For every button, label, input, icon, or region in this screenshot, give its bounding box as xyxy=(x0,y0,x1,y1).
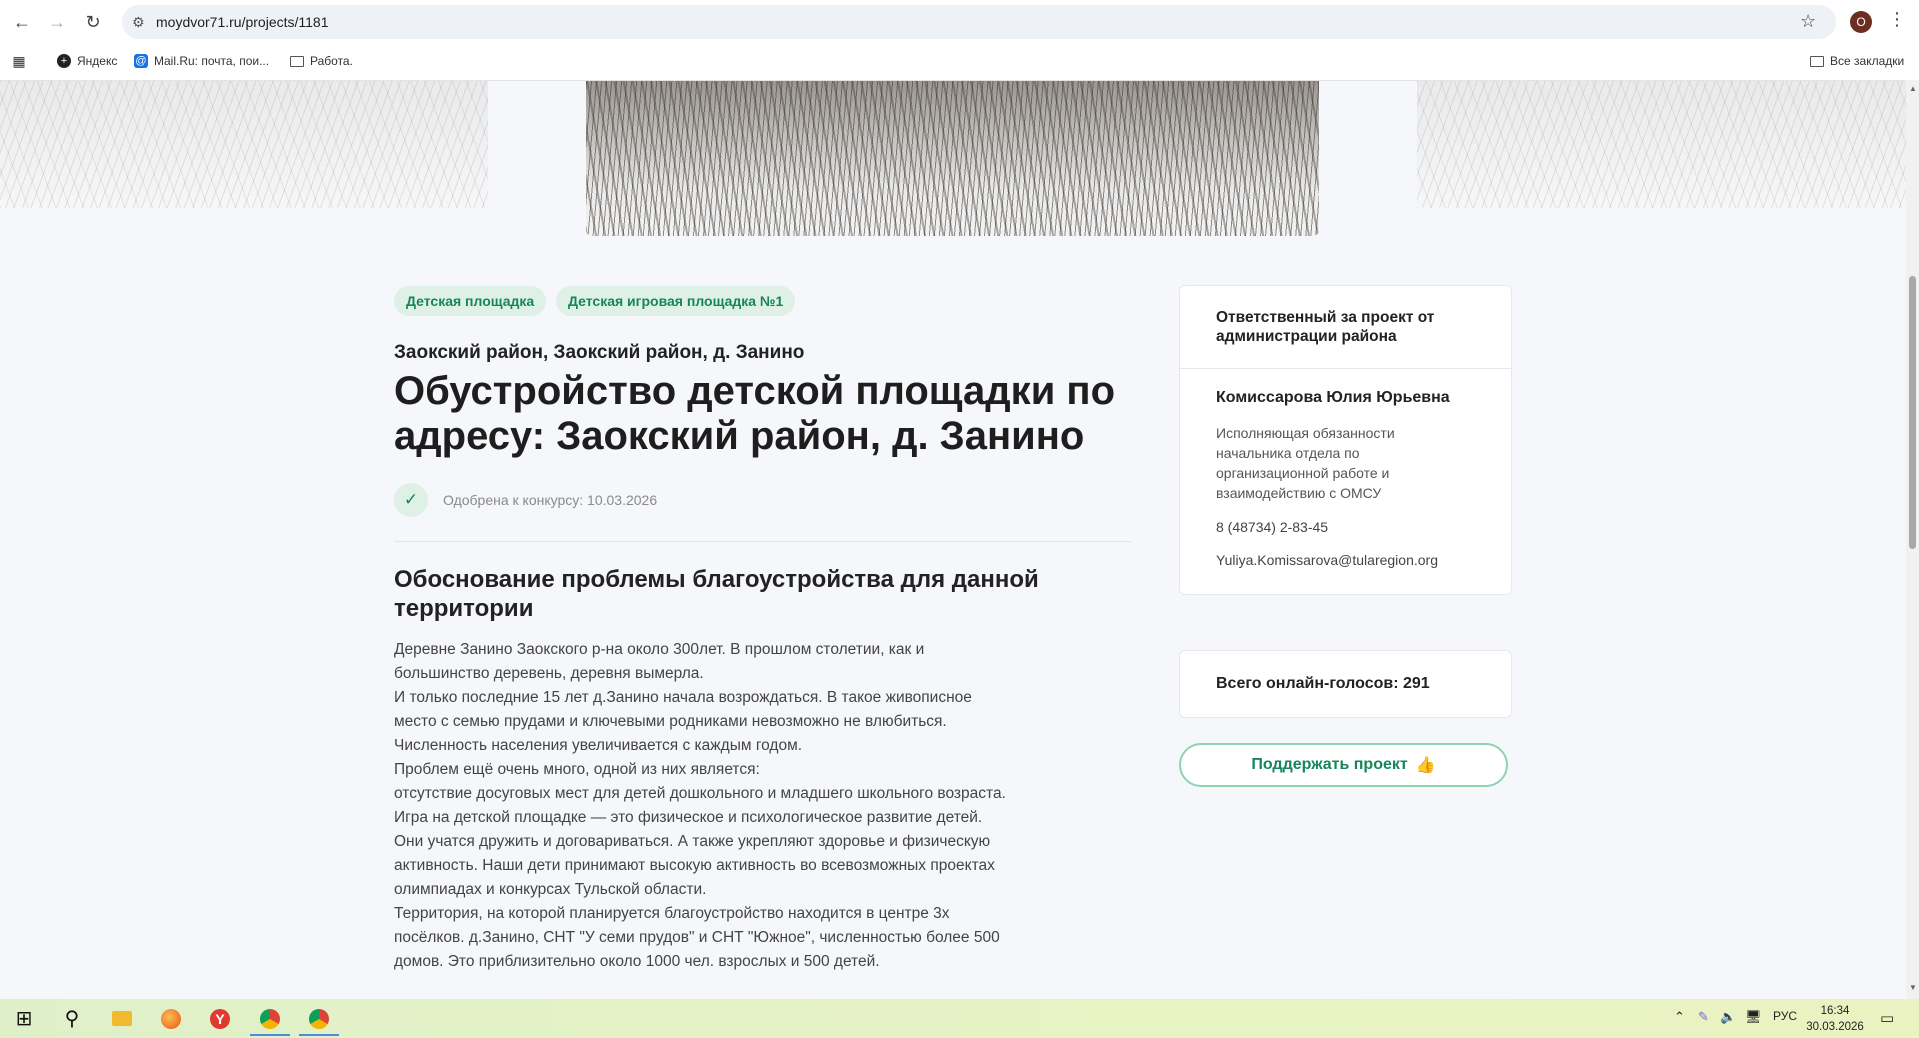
all-bookmarks-folder[interactable] xyxy=(1810,54,1904,68)
scrollbar-thumb[interactable] xyxy=(1909,276,1916,549)
apps-grid-button[interactable] xyxy=(12,54,26,68)
checkmark-icon: ✓ xyxy=(394,483,428,517)
browser-chrome xyxy=(0,0,1919,81)
windows-logo-icon: ⊞ xyxy=(15,1008,33,1030)
responsible-heading: Ответственный за проект от администрации района xyxy=(1180,286,1511,369)
notifications-icon[interactable]: ▭ xyxy=(1880,1010,1895,1027)
scroll-up-icon[interactable]: ▲ xyxy=(1909,84,1917,93)
paragraph: Деревне Занино Заокского р-на около 300лет. В прошлом столетии, как и большинство деревень, деревня вымерла. xyxy=(394,641,925,682)
bookmark-mailru[interactable] xyxy=(134,54,269,68)
support-label: Поддержать проект xyxy=(1251,756,1408,773)
taskbar-firefox[interactable] xyxy=(151,1003,191,1034)
bookmark-folder-work[interactable] xyxy=(290,54,353,68)
project-location: Заокский район, Заокский район, д. Занино xyxy=(394,342,805,363)
firefox-icon xyxy=(161,1009,181,1029)
bookmarks-bar xyxy=(0,46,1919,78)
taskbar-explorer[interactable] xyxy=(102,1003,142,1034)
page-content xyxy=(0,81,1906,999)
browser-menu-icon[interactable]: ⋮ xyxy=(1888,9,1906,29)
all-bookmarks-label: Все закладки xyxy=(1830,54,1905,68)
folder-icon xyxy=(112,1011,132,1026)
mailru-at-icon: @ xyxy=(135,55,147,67)
paragraph: Проблем ещё очень много, одной из них является: xyxy=(394,761,760,778)
clock-time: 16:34 xyxy=(1820,1005,1850,1017)
votes-card xyxy=(1179,650,1512,718)
system-clock[interactable] xyxy=(1790,1003,1880,1035)
windows-taskbar xyxy=(0,999,1919,1038)
search-button[interactable] xyxy=(52,1003,92,1034)
folder-icon xyxy=(1810,56,1824,67)
chrome-icon xyxy=(260,1009,280,1029)
paragraph: Игра на детской площадке — это физическое и психологическое развитие детей. Они учатся дружить и договариваться. А также укрепляют здоровье и физическую активность. Наши дети принимают высокую активность во всевозможных проектах олимпиадах и конкурсах Тульской области. xyxy=(394,809,995,898)
volume-icon[interactable]: 🔈 xyxy=(1720,1009,1737,1024)
responsible-email[interactable]: Yuliya.Komissarova@tularegion.org xyxy=(1216,552,1438,568)
votes-count: Всего онлайн-голосов: 291 xyxy=(1216,675,1430,692)
reload-icon: ↻ xyxy=(85,11,101,32)
responsible-role: Исполняющая обязанности начальника отдела по организационной работе и взаимодействию с ОМСУ xyxy=(1216,425,1395,501)
pen-icon[interactable]: ✎ xyxy=(1698,1009,1709,1024)
back-button[interactable] xyxy=(9,9,35,35)
address-bar[interactable] xyxy=(122,5,1836,39)
arrow-right-icon: → xyxy=(48,11,66,32)
thumbs-up-icon: 👍 xyxy=(1415,757,1436,774)
reload-button[interactable] xyxy=(80,9,106,35)
responsible-phone[interactable]: 8 (48734) 2-83-45 xyxy=(1216,519,1329,535)
yandex-plus-icon: + xyxy=(57,54,71,68)
bookmark-star-icon[interactable]: ☆ xyxy=(1800,11,1817,31)
support-project-button[interactable] xyxy=(1179,743,1508,787)
yandex-browser-icon: Y xyxy=(210,1009,230,1029)
apps-grid-icon: ▦ xyxy=(12,52,26,69)
scroll-down-icon[interactable]: ▼ xyxy=(1909,983,1917,992)
site-settings-icon[interactable]: ⚙ xyxy=(132,14,145,30)
bookmark-label: Работа. xyxy=(310,54,353,68)
taskbar-chrome[interactable] xyxy=(250,1003,290,1036)
language-indicator[interactable]: РУС xyxy=(1773,1009,1798,1023)
gallery-image-next[interactable] xyxy=(1417,81,1906,208)
divider xyxy=(394,541,1132,542)
clock-date: 30.03.2026 xyxy=(1806,1021,1864,1033)
status-text: Одобрена к конкурсу: 10.03.2026 xyxy=(443,492,658,508)
bookmark-yandex[interactable] xyxy=(57,54,117,68)
tag-subcategory[interactable]: Детская игровая площадка №1 xyxy=(556,286,795,316)
chrome-icon xyxy=(309,1009,329,1029)
problem-description xyxy=(394,638,1006,974)
gallery-image-prev[interactable] xyxy=(0,81,488,208)
bookmark-label: Яндекс xyxy=(77,54,118,68)
profile-avatar[interactable]: O xyxy=(1850,11,1872,33)
gallery-image-main[interactable] xyxy=(586,81,1319,236)
paragraph: Территория, на которой планируется благоустройство находится в центре 3х посёлков. д.Занино, СНТ "У семи прудов" и СНТ "Южное", численностью более 500 домов. Это приблизительно около 1000 чел. взрослых и 500 детей. xyxy=(394,905,1000,970)
folder-icon xyxy=(290,56,304,67)
tag-category[interactable]: Детская площадка xyxy=(394,286,546,316)
start-button[interactable] xyxy=(4,1003,44,1034)
taskbar-yandex-browser[interactable] xyxy=(200,1003,240,1034)
taskbar-chrome-2[interactable] xyxy=(299,1003,339,1036)
bookmark-label: Mail.Ru: почта, пои... xyxy=(154,54,270,68)
responsible-card xyxy=(1179,285,1512,595)
network-icon[interactable]: 🖥 xyxy=(1745,1009,1762,1024)
search-icon: ⚲ xyxy=(64,1008,80,1030)
tray-chevron-up-icon[interactable]: ⌃ xyxy=(1674,1009,1685,1024)
forward-button[interactable] xyxy=(44,9,70,35)
page-scrollbar[interactable] xyxy=(1906,80,1919,999)
paragraph: отсутствие досуговых мест для детей дошкольного и младшего школьного возраста. xyxy=(394,785,1006,802)
arrow-left-icon: ← xyxy=(13,11,31,32)
section-title: Обоснование проблемы благоустройства для данной территории xyxy=(394,566,1039,622)
url-text[interactable]: moydvor71.ru/projects/1181 xyxy=(156,14,329,30)
paragraph: И только последние 15 лет д.Занино начала возрождаться. В такое живописное место с семью прудами и ключевыми родниками невозможно не влюбиться. Численность населения увеличивается с каждым годом. xyxy=(394,689,972,754)
responsible-name: Комиссарова Юлия Юрьевна xyxy=(1216,389,1450,406)
page-title: Обустройство детской площадки по адресу: Заокский район, д. Занино xyxy=(394,369,1115,458)
